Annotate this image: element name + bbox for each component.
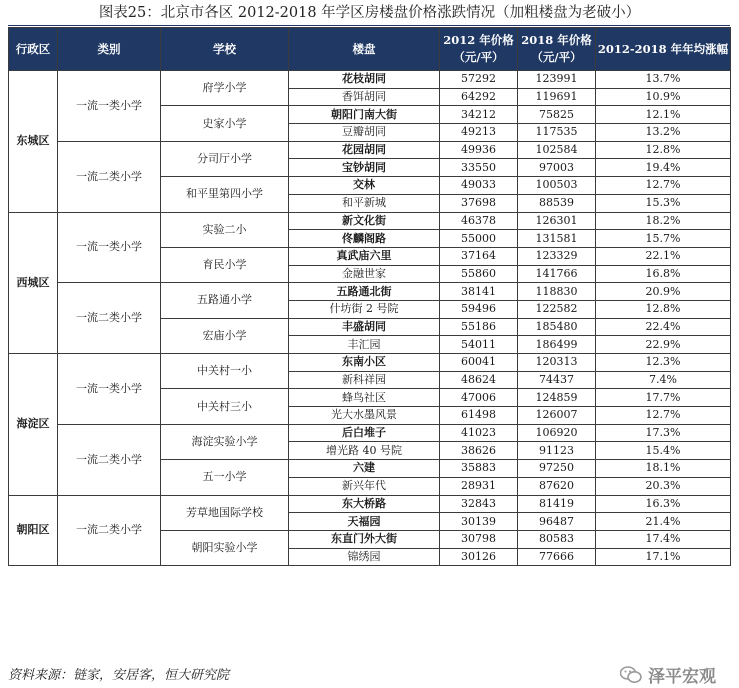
price-2012-cell: 64292 <box>440 88 518 106</box>
category-cell: 一流二类小学 <box>58 424 161 495</box>
estate-cell: 六建 <box>289 460 440 478</box>
growth-cell: 12.1% <box>596 106 731 124</box>
school-cell: 史家小学 <box>161 106 289 141</box>
growth-cell: 17.3% <box>596 424 731 442</box>
category-cell: 一流一类小学 <box>58 71 161 142</box>
price-2012-cell: 38626 <box>440 442 518 460</box>
page-title: 图表25：北京市各区 2012-2018 年学区房楼盘价格涨跌情况（加粗楼盘为老破小） <box>98 5 641 21</box>
school-cell: 实验二小 <box>161 212 289 247</box>
category-cell: 一流二类小学 <box>58 495 161 566</box>
price-2012-cell: 37698 <box>440 194 518 212</box>
growth-cell: 22.9% <box>596 336 731 354</box>
estate-cell: 佟麟阁路 <box>289 230 440 248</box>
estate-cell: 丰盛胡同 <box>289 318 440 336</box>
price-2012-cell: 48624 <box>440 371 518 389</box>
growth-cell: 17.4% <box>596 530 731 548</box>
header-price-2012: 2012 年价格（元/平） <box>440 28 518 71</box>
price-2018-cell: 131581 <box>518 230 596 248</box>
price-2018-cell: 120313 <box>518 354 596 372</box>
growth-cell: 15.4% <box>596 442 731 460</box>
growth-cell: 18.2% <box>596 212 731 230</box>
price-2018-cell: 126301 <box>518 212 596 230</box>
table-row <box>9 141 731 159</box>
header-district: 行政区 <box>9 28 58 71</box>
estate-cell: 真武庙六里 <box>289 247 440 265</box>
school-cell: 宏庙小学 <box>161 318 289 353</box>
price-2018-cell: 97250 <box>518 460 596 478</box>
price-2012-cell: 47006 <box>440 389 518 407</box>
estate-cell: 花园胡同 <box>289 141 440 159</box>
price-2012-cell: 60041 <box>440 354 518 372</box>
growth-cell: 15.3% <box>596 194 731 212</box>
growth-cell: 16.3% <box>596 495 731 513</box>
price-2018-cell: 91123 <box>518 442 596 460</box>
price-2012-cell: 55186 <box>440 318 518 336</box>
district-cell: 西城区 <box>9 212 58 354</box>
growth-cell: 12.3% <box>596 354 731 372</box>
price-2018-cell: 123991 <box>518 71 596 89</box>
estate-cell: 蜂鸟社区 <box>289 389 440 407</box>
school-cell: 中关村一小 <box>161 354 289 389</box>
district-cell: 海淀区 <box>9 354 58 496</box>
estate-cell: 东南小区 <box>289 354 440 372</box>
price-2018-cell: 122582 <box>518 300 596 318</box>
price-2018-cell: 100503 <box>518 177 596 195</box>
estate-cell: 天福园 <box>289 513 440 531</box>
estate-cell: 东大桥路 <box>289 495 440 513</box>
price-2012-cell: 41023 <box>440 424 518 442</box>
estate-cell: 新文化街 <box>289 212 440 230</box>
estate-cell: 宝钞胡同 <box>289 159 440 177</box>
wechat-icon <box>620 666 642 684</box>
school-cell: 和平里第四小学 <box>161 177 289 212</box>
district-cell: 东城区 <box>9 71 58 213</box>
estate-cell: 锦绣园 <box>289 548 440 566</box>
header-price-2018: 2018 年价格（元/平） <box>518 28 596 71</box>
price-2012-cell: 46378 <box>440 212 518 230</box>
price-2012-cell: 28931 <box>440 477 518 495</box>
growth-cell: 17.1% <box>596 548 731 566</box>
price-2012-cell: 61498 <box>440 407 518 425</box>
growth-cell: 10.9% <box>596 88 731 106</box>
price-2018-cell: 77666 <box>518 548 596 566</box>
price-2012-cell: 49213 <box>440 124 518 142</box>
price-2018-cell: 88539 <box>518 194 596 212</box>
header-category: 类别 <box>58 28 161 71</box>
table-row <box>9 495 731 513</box>
header-school: 学校 <box>161 28 289 71</box>
estate-cell: 五路通北街 <box>289 283 440 301</box>
price-2018-cell: 185480 <box>518 318 596 336</box>
category-cell: 一流二类小学 <box>58 283 161 354</box>
district-cell: 朝阳区 <box>9 495 58 566</box>
price-2018-cell: 74437 <box>518 371 596 389</box>
growth-cell: 20.9% <box>596 283 731 301</box>
price-2018-cell: 75825 <box>518 106 596 124</box>
school-cell: 五一小学 <box>161 460 289 495</box>
price-2012-cell: 49033 <box>440 177 518 195</box>
growth-cell: 12.8% <box>596 141 731 159</box>
price-2012-cell: 55000 <box>440 230 518 248</box>
title-divider <box>8 25 730 26</box>
estate-cell: 新兴年代 <box>289 477 440 495</box>
estate-cell: 花枝胡同 <box>289 71 440 89</box>
table-body <box>9 71 731 566</box>
category-cell: 一流一类小学 <box>58 354 161 425</box>
estate-cell: 香饵胡同 <box>289 88 440 106</box>
price-2018-cell: 81419 <box>518 495 596 513</box>
estate-cell: 什坊街 2 号院 <box>289 300 440 318</box>
estate-cell: 丰汇园 <box>289 336 440 354</box>
growth-cell: 12.7% <box>596 177 731 195</box>
price-2018-cell: 80583 <box>518 530 596 548</box>
school-cell: 海淀实验小学 <box>161 424 289 459</box>
price-2018-cell: 186499 <box>518 336 596 354</box>
estate-cell: 朝阳门南大街 <box>289 106 440 124</box>
price-2012-cell: 38141 <box>440 283 518 301</box>
category-cell: 一流一类小学 <box>58 212 161 283</box>
table-row <box>9 212 731 230</box>
table-header-row <box>9 28 731 71</box>
growth-cell: 13.7% <box>596 71 731 89</box>
price-2012-cell: 55860 <box>440 265 518 283</box>
source-note: 资料来源：链家，安居客，恒大研究院 <box>8 668 230 683</box>
growth-cell: 22.1% <box>596 247 731 265</box>
category-cell: 一流二类小学 <box>58 141 161 212</box>
growth-cell: 20.3% <box>596 477 731 495</box>
price-2012-cell: 59496 <box>440 300 518 318</box>
estate-cell: 后白堆子 <box>289 424 440 442</box>
price-2018-cell: 87620 <box>518 477 596 495</box>
table-row <box>9 354 731 372</box>
estate-cell: 金融世家 <box>289 265 440 283</box>
price-2012-cell: 33550 <box>440 159 518 177</box>
school-cell: 朝阳实验小学 <box>161 530 289 565</box>
school-cell: 分司厅小学 <box>161 141 289 176</box>
header-estate: 楼盘 <box>289 28 440 71</box>
school-cell: 府学小学 <box>161 71 289 106</box>
price-2018-cell: 118830 <box>518 283 596 301</box>
estate-cell: 增光路 40 号院 <box>289 442 440 460</box>
estate-cell: 交林 <box>289 177 440 195</box>
watermark-text: 泽平宏观 <box>648 667 716 687</box>
growth-cell: 12.8% <box>596 300 731 318</box>
growth-cell: 16.8% <box>596 265 731 283</box>
price-2018-cell: 119691 <box>518 88 596 106</box>
growth-cell: 17.7% <box>596 389 731 407</box>
price-2012-cell: 57292 <box>440 71 518 89</box>
growth-cell: 18.1% <box>596 460 731 478</box>
price-2012-cell: 30798 <box>440 530 518 548</box>
price-2018-cell: 123329 <box>518 247 596 265</box>
estate-cell: 豆瓣胡同 <box>289 124 440 142</box>
price-2012-cell: 32843 <box>440 495 518 513</box>
table-row <box>9 283 731 301</box>
estate-cell: 光大水墨风景 <box>289 407 440 425</box>
growth-cell: 21.4% <box>596 513 731 531</box>
table-row <box>9 424 731 442</box>
price-2012-cell: 30126 <box>440 548 518 566</box>
price-2018-cell: 102584 <box>518 141 596 159</box>
price-2012-cell: 54011 <box>440 336 518 354</box>
growth-cell: 7.4% <box>596 371 731 389</box>
growth-cell: 22.4% <box>596 318 731 336</box>
estate-cell: 东直门外大街 <box>289 530 440 548</box>
price-2018-cell: 106920 <box>518 424 596 442</box>
price-2012-cell: 34212 <box>440 106 518 124</box>
growth-cell: 13.2% <box>596 124 731 142</box>
price-2012-cell: 37164 <box>440 247 518 265</box>
school-cell: 育民小学 <box>161 247 289 282</box>
watermark <box>620 662 716 687</box>
price-2018-cell: 97003 <box>518 159 596 177</box>
price-2012-cell: 30139 <box>440 513 518 531</box>
school-cell: 芳草地国际学校 <box>161 495 289 530</box>
price-2018-cell: 117535 <box>518 124 596 142</box>
growth-cell: 15.7% <box>596 230 731 248</box>
price-table <box>8 27 731 566</box>
price-2012-cell: 49936 <box>440 141 518 159</box>
school-cell: 五路通小学 <box>161 283 289 318</box>
table-row <box>9 71 731 89</box>
growth-cell: 19.4% <box>596 159 731 177</box>
price-2018-cell: 126007 <box>518 407 596 425</box>
price-2018-cell: 124859 <box>518 389 596 407</box>
school-cell: 中关村三小 <box>161 389 289 424</box>
estate-cell: 新科祥园 <box>289 371 440 389</box>
price-2018-cell: 141766 <box>518 265 596 283</box>
estate-cell: 和平新城 <box>289 194 440 212</box>
header-growth: 2012-2018 年年均涨幅 <box>596 28 731 71</box>
price-2018-cell: 96487 <box>518 513 596 531</box>
price-2012-cell: 35883 <box>440 460 518 478</box>
growth-cell: 12.7% <box>596 407 731 425</box>
